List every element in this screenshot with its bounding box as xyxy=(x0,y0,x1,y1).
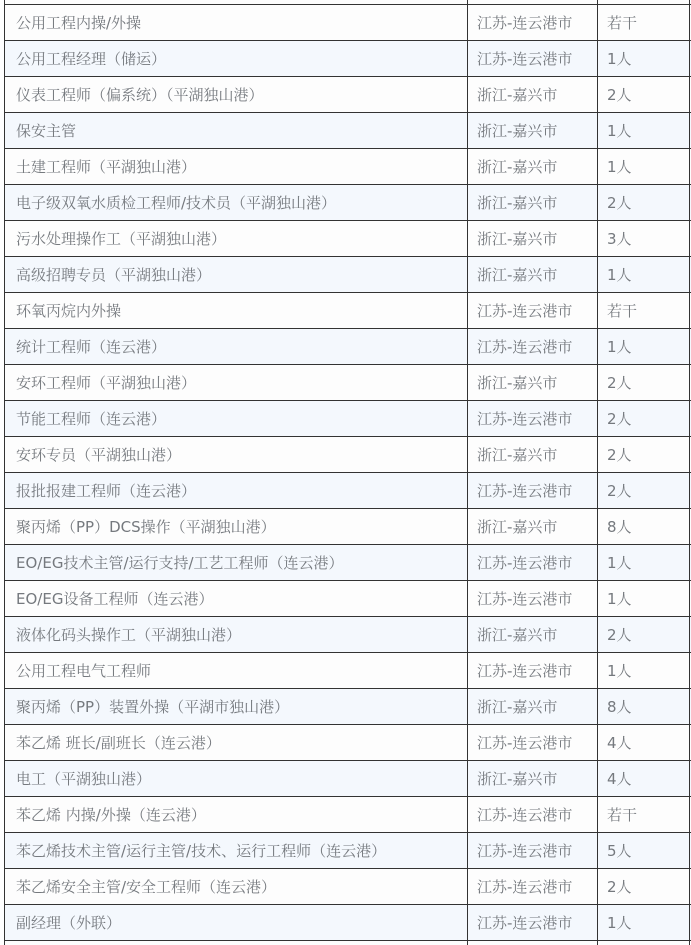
headcount-cell: 1人 xyxy=(598,545,690,580)
headcount-cell: 4人 xyxy=(598,725,690,760)
table-row[interactable] xyxy=(5,689,691,725)
headcount-cell: 1人 xyxy=(598,653,690,688)
table-row[interactable] xyxy=(5,5,691,41)
job-title-cell[interactable]: 苯乙烯 班长/副班长（连云港） xyxy=(5,725,468,760)
job-title-cell[interactable]: 苯乙烯安全主管/安全工程师（连云港） xyxy=(5,869,468,904)
job-title-cell[interactable]: 公用工程经理（储运） xyxy=(5,41,468,76)
table-row[interactable] xyxy=(5,401,691,437)
table-row[interactable] xyxy=(5,473,691,509)
location-cell: 江苏-连云港市 xyxy=(468,581,598,616)
location-cell: 江苏-连云港市 xyxy=(468,905,598,940)
job-title-cell xyxy=(5,941,468,945)
location-cell: 浙江-嘉兴市 xyxy=(468,365,598,400)
job-title-cell[interactable]: 报批报建工程师（连云港） xyxy=(5,473,468,508)
table-row[interactable] xyxy=(5,617,691,653)
headcount-cell: 2人 xyxy=(598,365,690,400)
location-cell: 浙江-嘉兴市 xyxy=(468,761,598,796)
job-title-cell[interactable]: 土建工程师（平湖独山港） xyxy=(5,149,468,184)
table-row[interactable] xyxy=(5,113,691,149)
table-row[interactable] xyxy=(5,797,691,833)
location-cell: 浙江-嘉兴市 xyxy=(468,77,598,112)
location-cell xyxy=(468,0,598,4)
table-row[interactable] xyxy=(5,437,691,473)
location-cell: 浙江-嘉兴市 xyxy=(468,437,598,472)
location-cell: 浙江-嘉兴市 xyxy=(468,221,598,256)
location-cell: 江苏-连云港市 xyxy=(468,725,598,760)
job-title-cell[interactable]: 聚丙烯（PP）DCS操作（平湖独山港） xyxy=(5,509,468,544)
job-title-cell[interactable]: 节能工程师（连云港） xyxy=(5,401,468,436)
headcount-cell: 若干 xyxy=(598,5,690,40)
table-row[interactable] xyxy=(5,905,691,941)
headcount-cell xyxy=(598,941,690,945)
job-table-body xyxy=(5,5,691,941)
headcount-cell: 若干 xyxy=(598,797,690,832)
location-cell: 浙江-嘉兴市 xyxy=(468,149,598,184)
location-cell: 江苏-连云港市 xyxy=(468,5,598,40)
job-title-cell[interactable]: 污水处理操作工（平湖独山港） xyxy=(5,221,468,256)
job-title-cell[interactable]: EO/EG技术主管/运行支持/工艺工程师（连云港） xyxy=(5,545,468,580)
job-title-cell[interactable]: 电子级双氧水质检工程师/技术员（平湖独山港） xyxy=(5,185,468,220)
location-cell: 浙江-嘉兴市 xyxy=(468,113,598,148)
table-row[interactable] xyxy=(5,329,691,365)
job-title-cell xyxy=(5,0,468,4)
table-row[interactable] xyxy=(5,149,691,185)
table-row[interactable] xyxy=(5,41,691,77)
job-title-cell[interactable]: 仪表工程师（偏系统）（平湖独山港） xyxy=(5,77,468,112)
job-title-cell[interactable]: 液体化码头操作工（平湖独山港） xyxy=(5,617,468,652)
location-cell: 江苏-连云港市 xyxy=(468,797,598,832)
job-title-cell[interactable]: 安环专员（平湖独山港） xyxy=(5,437,468,472)
headcount-cell xyxy=(598,0,690,4)
headcount-cell: 2人 xyxy=(598,473,690,508)
table-row[interactable] xyxy=(5,725,691,761)
headcount-cell: 1人 xyxy=(598,257,690,292)
table-row[interactable] xyxy=(5,509,691,545)
table-row[interactable] xyxy=(5,869,691,905)
table-row[interactable] xyxy=(5,221,691,257)
job-title-cell[interactable]: 苯乙烯 内操/外操（连云港） xyxy=(5,797,468,832)
table-row[interactable] xyxy=(5,293,691,329)
table-row[interactable] xyxy=(5,581,691,617)
location-cell: 江苏-连云港市 xyxy=(468,653,598,688)
job-positions-table xyxy=(4,0,691,945)
headcount-cell: 1人 xyxy=(598,149,690,184)
location-cell: 浙江-嘉兴市 xyxy=(468,185,598,220)
location-cell: 江苏-连云港市 xyxy=(468,545,598,580)
location-cell: 江苏-连云港市 xyxy=(468,41,598,76)
headcount-cell: 2人 xyxy=(598,437,690,472)
headcount-cell: 若干 xyxy=(598,293,690,328)
headcount-cell: 1人 xyxy=(598,329,690,364)
headcount-cell: 8人 xyxy=(598,689,690,724)
location-cell: 江苏-连云港市 xyxy=(468,833,598,868)
job-title-cell[interactable]: 公用工程电气工程师 xyxy=(5,653,468,688)
location-cell: 江苏-连云港市 xyxy=(468,329,598,364)
headcount-cell: 4人 xyxy=(598,761,690,796)
job-title-cell[interactable]: 电工（平湖独山港） xyxy=(5,761,468,796)
table-row[interactable] xyxy=(5,653,691,689)
job-title-cell[interactable]: 聚丙烯（PP）装置外操（平湖市独山港） xyxy=(5,689,468,724)
headcount-cell: 3人 xyxy=(598,221,690,256)
job-title-cell[interactable]: 副经理（外联） xyxy=(5,905,468,940)
headcount-cell: 1人 xyxy=(598,41,690,76)
location-cell xyxy=(468,941,598,945)
job-title-cell[interactable]: 公用工程内操/外操 xyxy=(5,5,468,40)
table-row[interactable] xyxy=(5,185,691,221)
location-cell: 江苏-连云港市 xyxy=(468,473,598,508)
location-cell: 江苏-连云港市 xyxy=(468,401,598,436)
location-cell: 浙江-嘉兴市 xyxy=(468,617,598,652)
table-row-partial-bottom xyxy=(5,941,691,945)
table-row[interactable] xyxy=(5,833,691,869)
location-cell: 浙江-嘉兴市 xyxy=(468,509,598,544)
headcount-cell: 2人 xyxy=(598,185,690,220)
table-row[interactable] xyxy=(5,545,691,581)
headcount-cell: 1人 xyxy=(598,581,690,616)
location-cell: 江苏-连云港市 xyxy=(468,293,598,328)
location-cell: 浙江-嘉兴市 xyxy=(468,689,598,724)
job-title-cell[interactable]: 环氧丙烷内外操 xyxy=(5,293,468,328)
table-row[interactable] xyxy=(5,257,691,293)
headcount-cell: 2人 xyxy=(598,617,690,652)
headcount-cell: 2人 xyxy=(598,401,690,436)
table-row[interactable] xyxy=(5,365,691,401)
job-title-cell[interactable]: 统计工程师（连云港） xyxy=(5,329,468,364)
job-title-cell[interactable]: 高级招聘专员（平湖独山港） xyxy=(5,257,468,292)
headcount-cell: 5人 xyxy=(598,833,690,868)
headcount-cell: 2人 xyxy=(598,77,690,112)
headcount-cell: 2人 xyxy=(598,869,690,904)
headcount-cell: 1人 xyxy=(598,905,690,940)
headcount-cell: 8人 xyxy=(598,509,690,544)
job-title-cell[interactable]: EO/EG设备工程师（连云港） xyxy=(5,581,468,616)
table-row[interactable] xyxy=(5,761,691,797)
headcount-cell: 1人 xyxy=(598,113,690,148)
job-title-cell[interactable]: 苯乙烯技术主管/运行主管/技术、运行工程师（连云港） xyxy=(5,833,468,868)
job-title-cell[interactable]: 安环工程师（平湖独山港） xyxy=(5,365,468,400)
table-row[interactable] xyxy=(5,77,691,113)
job-title-cell[interactable]: 保安主管 xyxy=(5,113,468,148)
location-cell: 浙江-嘉兴市 xyxy=(468,257,598,292)
location-cell: 江苏-连云港市 xyxy=(468,869,598,904)
